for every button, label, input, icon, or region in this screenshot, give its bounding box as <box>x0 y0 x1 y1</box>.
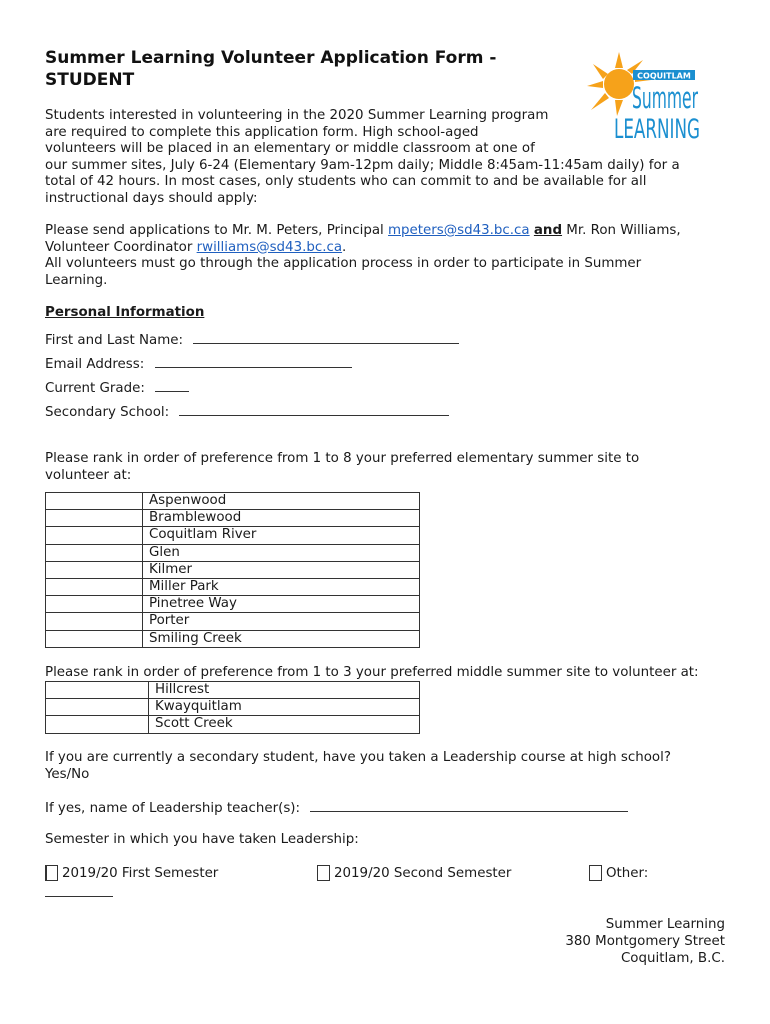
logo-brand-mid: Summer <box>632 81 699 115</box>
rank-input-cell[interactable] <box>46 596 143 613</box>
send-line1-suffix: Mr. Ron Williams, <box>562 223 681 238</box>
second-semester-label: 2019/20 Second Semester <box>334 865 512 881</box>
grade-row <box>45 379 189 397</box>
elementary-prompt-line1: Please rank in order of preference from 1 to 8 your preferred elementary summer site to <box>45 451 640 466</box>
table-row <box>46 613 420 630</box>
leadership-teacher-field[interactable] <box>310 799 628 812</box>
school-row <box>45 403 449 421</box>
site-name: Pinetree Way <box>143 596 420 613</box>
principal-email-link[interactable]: mpeters@sd43.bc.ca <box>388 223 530 238</box>
form-title-line1: Summer Learning Volunteer Application Form - <box>45 48 497 68</box>
elementary-rank-table <box>45 492 420 648</box>
logo-brand-top: COQUITLAM <box>637 71 691 81</box>
send-line4: Learning. <box>45 272 108 288</box>
intro-line: our summer sites, July 6-24 (Elementary 9am-12pm daily; Middle 8:45am-11:45am daily) for a <box>45 157 680 173</box>
intro-line: instructional days should apply: <box>45 190 258 206</box>
send-line1-prefix: Please send applications to Mr. M. Peters, Principal <box>45 223 389 238</box>
site-name: Coquitlam River <box>143 527 420 544</box>
semester-options <box>45 865 735 885</box>
rank-input-cell[interactable] <box>46 682 149 699</box>
table-row <box>46 510 420 527</box>
second-semester-checkbox[interactable] <box>317 865 330 881</box>
rank-input-cell[interactable] <box>46 527 143 544</box>
rank-input-cell[interactable] <box>46 493 143 510</box>
send-line3: All volunteers must go through the application process in order to participate in Summer <box>45 256 642 272</box>
site-name: Smiling Creek <box>143 630 420 647</box>
other-semester-label: Other: <box>606 865 649 881</box>
site-name: Aspenwood <box>143 493 420 510</box>
intro-line: total of 42 hours. In most cases, only students who can commit to and be available for all <box>45 174 647 190</box>
rank-input-cell[interactable] <box>46 578 143 595</box>
intro-line: are required to complete this application form. High school-aged <box>45 124 479 140</box>
rank-input-cell[interactable] <box>46 699 149 716</box>
table-row <box>46 699 420 716</box>
second-semester-option[interactable] <box>317 865 511 881</box>
rank-input-cell[interactable] <box>46 613 143 630</box>
intro-paragraph <box>45 108 725 208</box>
table-row <box>46 630 420 647</box>
rank-input-cell[interactable] <box>46 630 143 647</box>
table-row <box>46 561 420 578</box>
and-emphasis: and <box>533 223 563 238</box>
address-line1: Summer Learning <box>605 917 725 932</box>
rank-input-cell[interactable] <box>46 561 143 578</box>
rank-input-cell[interactable] <box>46 510 143 527</box>
middle-rank-table <box>45 681 420 734</box>
send-line1 <box>45 223 725 240</box>
school-label: Secondary School: <box>45 405 170 420</box>
address-line2: 380 Montgomery Street <box>565 934 725 949</box>
school-field[interactable] <box>179 403 449 416</box>
rank-input-cell[interactable] <box>46 716 149 733</box>
first-last-name-row <box>45 331 459 349</box>
intro-line: volunteers will be placed in an elementary or middle classroom at one of <box>45 141 535 157</box>
submission-instructions <box>45 223 725 289</box>
table-row <box>46 544 420 561</box>
first-semester-option[interactable] <box>45 865 218 881</box>
email-label: Email Address: <box>45 357 145 372</box>
intro-line: Students interested in volunteering in the 2020 Summer Learning program <box>45 108 549 123</box>
leadership-question <box>45 750 735 783</box>
other-semester-field[interactable] <box>45 884 113 897</box>
first-semester-label: 2019/20 First Semester <box>62 865 219 881</box>
email-row <box>45 355 352 373</box>
elementary-rank-prompt <box>45 451 725 484</box>
site-name: Porter <box>143 613 420 630</box>
first-last-name-field[interactable] <box>193 331 459 344</box>
semester-label: Semester in which you have taken Leadership: <box>45 832 359 847</box>
site-name: Glen <box>143 544 420 561</box>
address-line3: Coquitlam, B.C. <box>620 951 725 966</box>
leadership-question-line1: If you are currently a secondary student, have you taken a Leadership course at high school? <box>45 750 671 765</box>
first-last-name-label: First and Last Name: <box>45 333 184 348</box>
elementary-prompt-line2: volunteer at: <box>45 467 132 483</box>
logo-brand-bottom: LEARNING <box>614 114 700 145</box>
site-name: Miller Park <box>143 578 420 595</box>
table-row <box>46 578 420 595</box>
table-row <box>46 527 420 544</box>
other-semester-option[interactable] <box>589 865 648 881</box>
mailing-address <box>565 916 725 967</box>
email-field[interactable] <box>155 355 352 368</box>
leadership-teacher-label: If yes, name of Leadership teacher(s): <box>45 801 301 816</box>
leadership-question-line2: Yes/No <box>45 766 90 782</box>
personal-info-heading: Personal Information <box>45 305 205 320</box>
grade-label: Current Grade: <box>45 381 145 396</box>
form-title-line2: STUDENT <box>45 70 135 90</box>
leadership-teacher-row <box>45 799 628 817</box>
site-name: Hillcrest <box>149 682 420 699</box>
first-semester-checkbox[interactable] <box>45 865 58 881</box>
table-row <box>46 596 420 613</box>
site-name: Bramblewood <box>143 510 420 527</box>
other-semester-checkbox[interactable] <box>589 865 602 881</box>
send-line2-prefix: Volunteer Coordinator <box>45 239 197 255</box>
coordinator-email-link[interactable]: rwilliams@sd43.bc.ca <box>196 239 343 255</box>
table-row <box>46 493 420 510</box>
send-line2-suffix: . <box>342 239 347 255</box>
rank-input-cell[interactable] <box>46 544 143 561</box>
site-name: Kilmer <box>143 561 420 578</box>
table-row <box>46 682 420 699</box>
table-row <box>46 716 420 733</box>
site-name: Scott Creek <box>149 716 420 733</box>
send-line2 <box>45 240 725 257</box>
middle-rank-prompt: Please rank in order of preference from 1 to 3 your preferred middle summer site to volunteer at: <box>45 665 699 680</box>
site-name: Kwayquitlam <box>149 699 420 716</box>
form-title <box>45 47 545 91</box>
grade-field[interactable] <box>155 379 189 392</box>
